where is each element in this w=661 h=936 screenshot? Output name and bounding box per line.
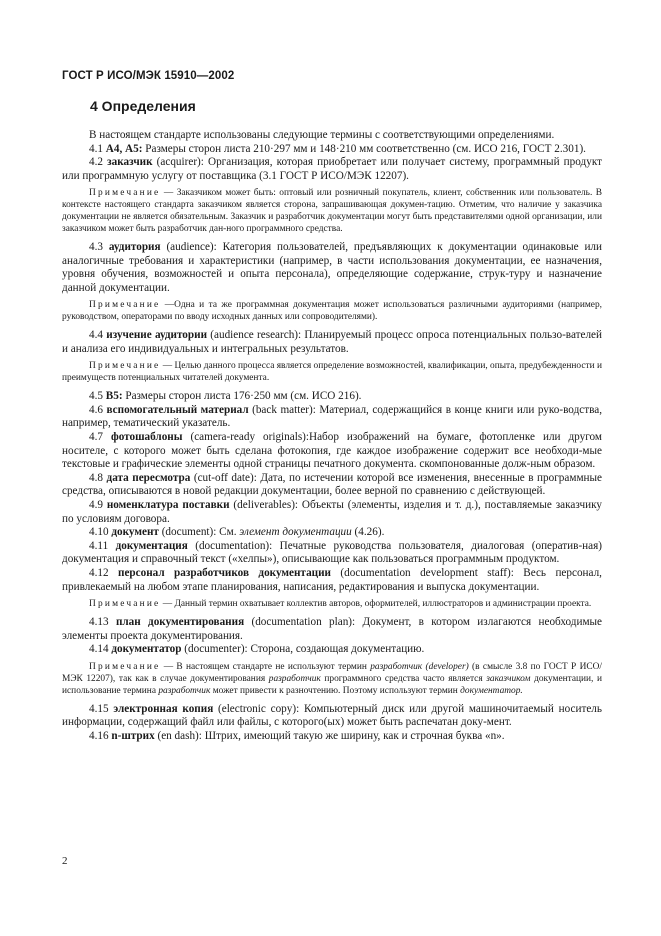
- note-4-3: Примечание —Одна и та же программная документация может использоваться различными аудиториями (например, руководством, операторами по вводу исходных данных или сопроводителями).: [62, 300, 602, 323]
- definition-4-4: 4.4 изучение аудитории (audience research): Планируемый процесс опроса потенциальных пользо-вателей и анализа его индивидуальных и интегральных результатов.: [62, 329, 603, 355]
- definition-4-12: 4.12 персонал разработчиков документации (documentation development staff): Весь персонал, привлекаемый на любом этапе планирования, написания, редактирования и выпуска документации.: [62, 566, 602, 593]
- note-label: Примечание: [89, 361, 161, 372]
- note-4-14: Примечание — В настоящем стандарте не используют термин разработчик (developer) (в смысле 3.8 по ГОСТ Р ИСО/МЭК 12207), так как в случае документирования разработчик программного средства часто является заказчиком документации, и использование термина разработчик может привести к разночтению. Поэтому используют термин документатор.: [62, 661, 602, 696]
- definition-4-7: 4.7 фотошаблоны (camera-ready originals):Набор изображений на бумаге, фотопленке или другом носителе, с которого может быть сделана фотокопия, где каждое изображение содержит все необходи-мые текстовые и графические элементы одной страницы печатного документа. скомпонованные долж-ным образом.: [62, 430, 602, 471]
- definition-4-6: 4.6 вспомогательный материал (back matter): Материал, содержащийся в конце книги или руко-водства, например, тематический указатель.: [62, 403, 603, 430]
- note-label: Примечание: [89, 661, 161, 672]
- definition-4-16: 4.16 n-штрих (en dash): Штрих, имеющий такую же ширину, как и строчная буква «n».: [89, 729, 505, 742]
- definition-4-13: 4.13 план документирования (documentation plan): Документ, в котором излагаются необходимые элементы проекта документирования.: [62, 616, 603, 642]
- section-title: 4 Определения: [90, 98, 196, 114]
- note-label: Примечание: [89, 599, 161, 610]
- definition-4-8: 4.8 дата пересмотра (cut-off date): Дата, по истечении которой все изменения, внесенные в программные средства, описываются в новой редакции документации, более верной по сравнению с действующей.: [62, 471, 602, 498]
- note-label: Примечание: [89, 188, 161, 199]
- document-body: [62, 129, 602, 743]
- definition-4-2: 4.2 заказчик (acquirer): Организация, которая приобретает или получает систему, программный продукт или программную услугу от поставщика (3.1 ГОСТ Р ИСО/МЭК 12207).: [62, 156, 602, 182]
- note-4-2: Примечание — Заказчиком может быть: оптовый или розничный покупатель, клиент, собственник или пользователь. В контексте настоящего стандарта заказчиком является сторона, запрашивающая докумен-тацию. Отметим, что наличие у заказчика документации не является обязательным. Заказчик и разработчик документации могут быть представителями одной организации, или заказчиком может быть разработчик дан-ного программного средства.: [62, 188, 602, 235]
- definition-4-1: 4.1 А4, А5: Размеры сторон листа 210·297 мм и 148·210 мм соответственно (см. ИСО 216, ГОСТ 2.301).: [89, 142, 586, 155]
- definition-4-11: 4.11 документация (documentation): Печатные руководства пользователя, диалоговая (оператив-ная) документация и справочный текст («хелпы»), описывающие как пользоваться программным продуктом.: [62, 539, 602, 566]
- page-number: 2: [62, 855, 68, 867]
- note-4-4: Примечание — Целью данного процесса является определение возможностей, квалификации, опыта, предубежденности и преимуществ потенциальных читателей документа.: [62, 361, 602, 384]
- definition-4-3: 4.3 аудитория (audience): Категория пользователей, предъявляющих к документации одинаковые или аналогичные требования и характеристики (например, в части использования документации, ее назначения, уровня обучения, возможностей и опыта персонала), определяющие содержание, струк-туру и назначение данной документации.: [62, 241, 603, 294]
- definition-4-15: 4.15 электронная копия (electronic copy): Компьютерный диск или другой машиночитаемый носитель информации, содержащий файл или файлы, с которого(ых) может быть распечатан доку-мент.: [62, 702, 602, 729]
- note-4-12: Примечание — Данный термин охватывает коллектив авторов, оформителей, иллюстраторов и администрации проекта.: [89, 599, 592, 610]
- intro-paragraph: В настоящем стандарте использованы следующие термины с соответствующими определениями.: [89, 129, 555, 141]
- document-header: ГОСТ Р ИСО/МЭК 15910—2002: [62, 70, 235, 82]
- definition-4-5: 4.5 В5: Размеры сторон листа 176·250 мм (см. ИСО 216).: [89, 390, 362, 403]
- definition-4-14: 4.14 документатор (documenter): Сторона, создающая документацию.: [89, 643, 425, 656]
- note-label: Примечание: [89, 300, 161, 311]
- definition-4-9: 4.9 номенклатура поставки (deliverables): Объекты (элементы, изделия и т. д.), поставляемые заказчику по условиям договора.: [62, 498, 602, 525]
- definition-4-10: 4.10 документ (document): См. элемент документации (4.26).: [89, 526, 385, 539]
